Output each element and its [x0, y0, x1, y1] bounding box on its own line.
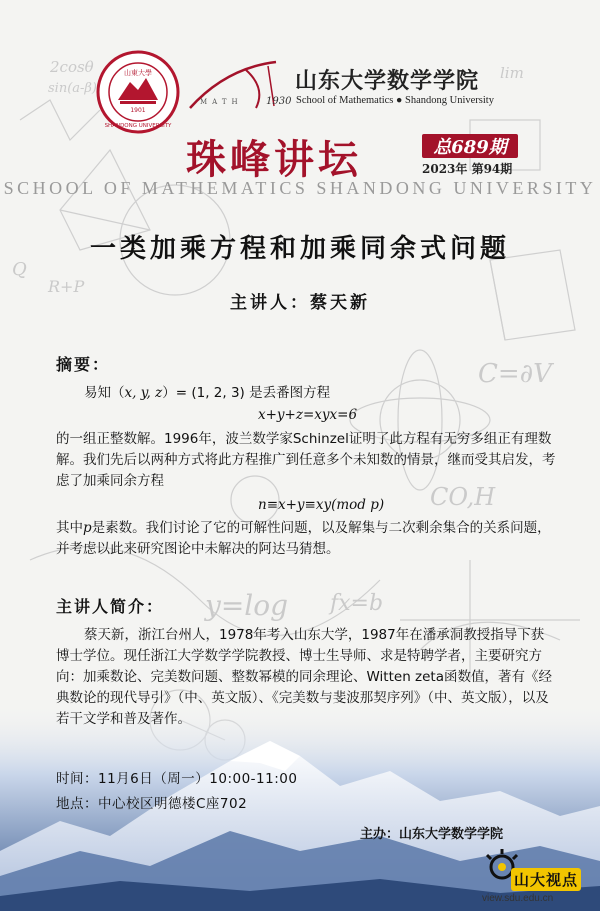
school-name-cn: 山东大学数学学院	[295, 68, 480, 94]
equation-1: x+y+z=xyx=6	[258, 407, 358, 423]
event-location: 地点：中心校区明德楼C座702	[56, 796, 248, 812]
svg-text:R+P: R+P	[48, 277, 85, 296]
founded-year: 1930	[266, 96, 292, 107]
school-watermark: SCHOOL OF MATHEMATICS SHANDONG UNIVERSITY	[3, 178, 597, 198]
svg-text:lim: lim	[500, 64, 524, 82]
host-organizer: 主办：山东大学数学学院	[360, 827, 504, 842]
abstract-conclusion-prefix: 其中	[56, 520, 83, 536]
speaker-line: 主讲人：蔡天新	[230, 293, 370, 313]
talk-title: 一类加乘方程和加乘同余式问题	[89, 234, 510, 264]
svg-text:fx=b: fx=b	[330, 591, 384, 616]
svg-text:y=log: y=log	[205, 589, 289, 622]
bio-text: 蔡天新，浙江台州人，1978年考入山东大学，1987年在潘承洞教授指导下获博士学位。现任浙江大学数学学院教授、博士生导师、求是特聘学者，主要研究方向：加乘数论、完美数问题、整数幂模的同余理论、Witten zeta函数值，著有《经典数论的现代导引》（中、英文版）、《完美数与斐波那契序列》（中、英文版），以及若干文学和普及著作。	[56, 627, 552, 727]
svg-text:2cosθ: 2cosθ	[50, 58, 94, 76]
abstract-heading: 摘要：	[56, 355, 111, 374]
sdu-view-logo-text: 山大视点	[511, 868, 581, 891]
math-label: MATH	[200, 98, 243, 106]
abstract-intro	[84, 383, 564, 404]
abstract-conclusion	[56, 518, 556, 560]
forum-title: 珠峰讲坛	[186, 136, 362, 183]
abstract-conclusion-text: 是素数。我们讨论了它的可解性问题，以及解集与二次剩余集合的关系问题，并考虑以此来研究图论中未解决的阿达马猜想。	[56, 520, 551, 557]
shandong-university-seal	[96, 50, 180, 134]
svg-text:Q: Q	[12, 259, 27, 280]
event-time: 时间：11月6日（周一）10:00-11:00	[56, 771, 298, 787]
bio-heading: 主讲人简介：	[56, 597, 165, 616]
abstract-paragraph: 的一组正整数解。1996年，波兰数学家Schinzel证明了此方程有无穷多组正有理数解。我们先后以两种方式将此方程推广到任意多个未知数的情景，继而受其启发，考虑了加乘同余方程	[56, 431, 556, 489]
svg-text:山東大學: 山東大學	[124, 69, 152, 77]
sdu-view-url: view.sdu.edu.cn	[482, 893, 554, 904]
abstract-intro-suffix: ）= (1, 2, 3) 是丢番图方程	[162, 385, 331, 401]
issue-badge: 总689期	[422, 134, 518, 158]
svg-text:1901: 1901	[130, 107, 146, 114]
abstract-var-p: p	[83, 520, 92, 536]
abstract-vars: x, y, z	[124, 385, 163, 401]
abstract-intro-prefix: 易知（	[84, 385, 125, 401]
svg-text:CO,H: CO,H	[430, 483, 496, 511]
svg-text:sin(a-β): sin(a-β)	[48, 81, 98, 96]
equation-2: n≡x+y≡xy(mod p)	[258, 497, 385, 513]
svg-text:SHANDONG UNIVERSITY: SHANDONG UNIVERSITY	[104, 123, 172, 129]
school-name-en: School of Mathematics ● Shandong University	[296, 95, 494, 106]
issue-subtitle: 2023年 第94期	[422, 162, 513, 176]
svg-text:C=∂V: C=∂V	[478, 359, 552, 389]
